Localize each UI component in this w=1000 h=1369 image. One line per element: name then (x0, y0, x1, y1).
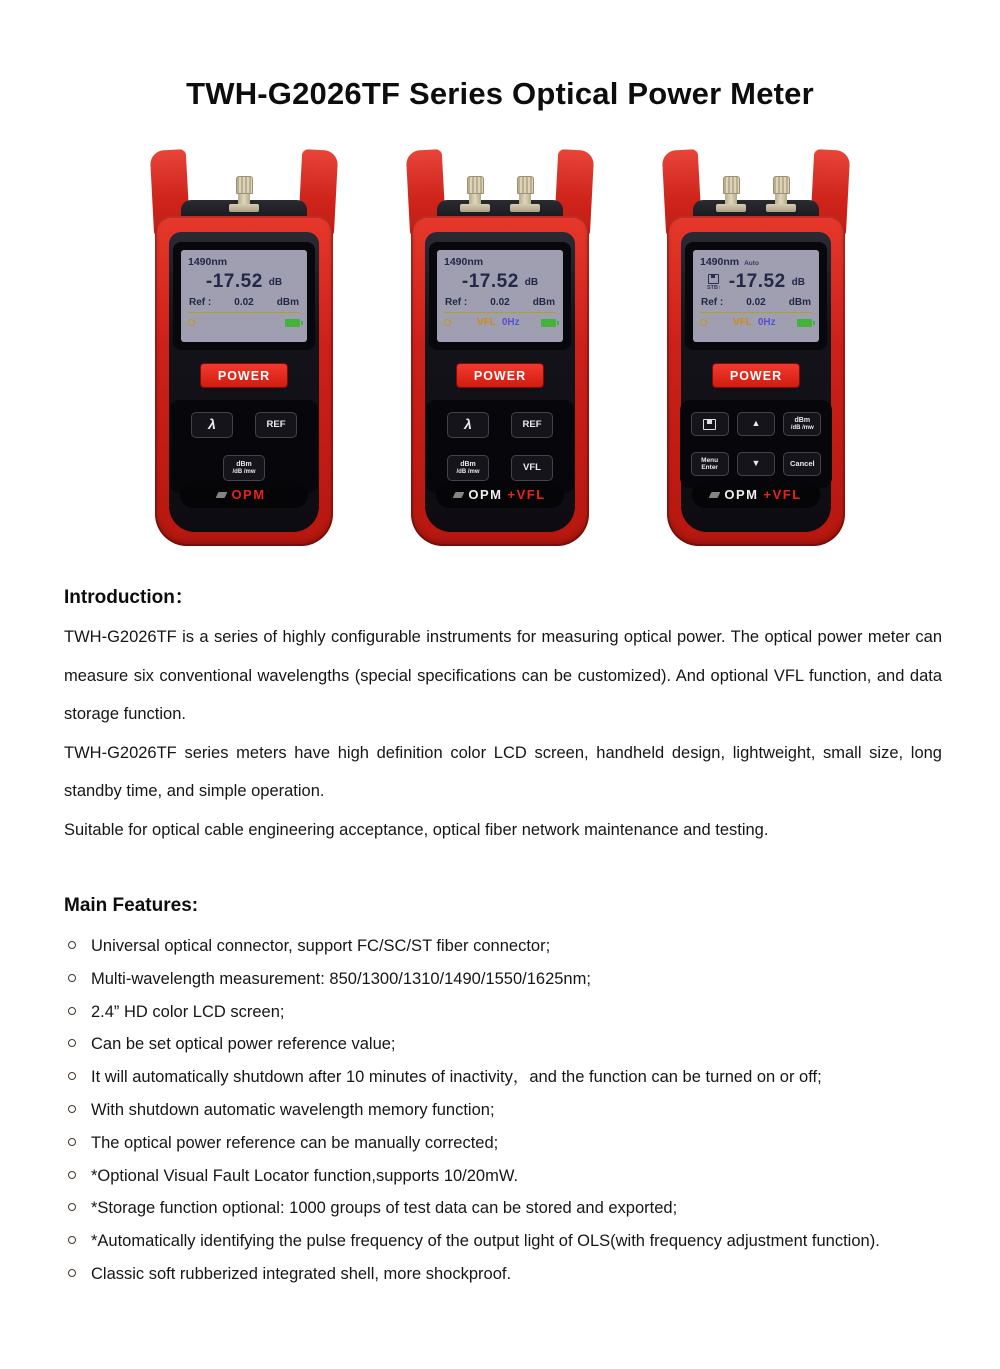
features-section (0, 895, 1000, 1291)
feature-text: *Automatically identifying the pulse frequency of the output light of OLS(with frequency adjustment function). (91, 1232, 880, 1251)
cancel-key[interactable]: Cancel (783, 452, 821, 476)
bullet-icon (68, 1236, 76, 1244)
feature-item (64, 1225, 966, 1258)
feature-text: Multi-wavelength measurement: 850/1300/1310/1490/1550/1625nm; (91, 969, 591, 988)
introduction-paragraph: TWH-G2026TF is a series of highly configurable instruments for measuring optical power. The optical power meter can measure six conventional wavelengths (special specifications can be customized). And optional VFL function, and data storage function. (64, 628, 942, 723)
power-value: -17.52 (728, 271, 786, 292)
power-unit: dB (268, 276, 283, 288)
screen-bezel (429, 242, 571, 350)
unit-key[interactable]: dBm /dB /mw (783, 412, 821, 436)
device-shell (667, 216, 845, 546)
feature-text: *Storage function optional: 1000 groups of test data can be stored and exported; (91, 1199, 678, 1218)
wavelength-key[interactable]: λ (447, 412, 489, 438)
feature-item (64, 996, 966, 1029)
brand-mark-icon (216, 492, 228, 498)
fc-connector-icon (460, 176, 490, 212)
power-unit: dB (524, 276, 539, 288)
battery-icon (285, 319, 300, 327)
vfl-status: VFL (476, 317, 496, 328)
feature-text: 2.4” HD color LCD screen; (91, 1002, 285, 1021)
ref-unit: dBm (276, 297, 299, 308)
device-shell (155, 216, 333, 546)
vfl-frequency: 0Hz (757, 317, 776, 328)
product-photos-row (0, 148, 1000, 552)
feature-text: Classic soft rubberized integrated shell, more shockproof. (91, 1264, 512, 1283)
ref-key[interactable]: REF (511, 412, 553, 438)
battery-icon (541, 319, 556, 327)
feature-text: It will automatically shutdown after 10 minutes of inactivity，and the function can be turned on or off; (91, 1068, 822, 1087)
power-value: -17.52 (461, 271, 519, 292)
power-button[interactable]: POWER (712, 363, 800, 388)
introduction-heading: Introduction： (64, 587, 194, 608)
auto-mode-label: Auto (744, 260, 759, 267)
device-front-panel (681, 232, 831, 532)
model-label-vfl: +VFL (507, 487, 546, 502)
connector-row (663, 176, 849, 212)
feature-item (64, 1028, 966, 1061)
bullet-icon (68, 1171, 76, 1179)
ref-key[interactable]: REF (255, 412, 297, 438)
keypad (680, 400, 832, 488)
feature-item (64, 930, 966, 963)
vfl-key[interactable]: VFL (511, 455, 553, 481)
vfl-status: VFL (732, 317, 752, 328)
feature-item (64, 963, 966, 996)
feature-text: Universal optical connector, support FC/SC/ST fiber connector; (91, 937, 551, 955)
up-key[interactable]: ▲ (737, 412, 775, 436)
save-key[interactable] (691, 412, 729, 436)
ref-unit: dBm (532, 297, 555, 308)
ref-value: 0.02 (746, 297, 766, 308)
save-icon (708, 274, 719, 284)
connector-row (407, 176, 593, 212)
lcd-screen (437, 250, 563, 342)
fc-connector-icon (229, 176, 259, 212)
menu-enter-key[interactable]: Menu Enter (691, 452, 729, 476)
screen-divider (444, 312, 556, 313)
model-label-opm: OPM (468, 487, 503, 502)
brand-mark-icon (453, 492, 465, 498)
bullet-icon (68, 1138, 76, 1146)
power-save-icon (188, 319, 195, 326)
introduction-paragraph: Suitable for optical cable engineering acceptance, optical fiber network maintenance and testing. (64, 820, 769, 839)
model-badge (692, 481, 820, 508)
power-unit: dB (791, 276, 805, 288)
ref-value: 0.02 (234, 297, 254, 308)
lcd-screen (181, 250, 307, 342)
model-badge (436, 481, 564, 508)
power-button[interactable]: POWER (200, 363, 288, 388)
wavelength-key[interactable]: λ (191, 412, 233, 438)
bullet-icon (68, 1269, 76, 1277)
feature-item (64, 1127, 966, 1160)
model-label-opm: OPM (724, 487, 759, 502)
unit-key[interactable]: dBm /dB /mw (447, 455, 489, 481)
ref-label: Ref : (701, 297, 724, 308)
device-front-panel (425, 232, 575, 532)
screen-divider (188, 312, 300, 313)
features-heading: Main Features: (64, 895, 199, 916)
ref-label: Ref : (445, 297, 468, 308)
model-badge (180, 481, 308, 508)
screen-bezel (173, 242, 315, 350)
bullet-icon (68, 1105, 76, 1113)
device-opm-vfl-storage (663, 148, 849, 548)
power-value: -17.52 (205, 271, 263, 292)
wavelength-readout: 1490nm (188, 256, 228, 268)
down-key[interactable]: ▼ (737, 452, 775, 476)
save-icon (703, 419, 716, 430)
device-opm-vfl (407, 148, 593, 548)
page-title: TWH-G2026TF Series Optical Power Meter (186, 76, 814, 111)
fc-connector-icon (766, 176, 796, 212)
screen-divider (700, 312, 812, 313)
fc-connector-icon (510, 176, 540, 212)
feature-text: Can be set optical power reference value; (91, 1035, 396, 1054)
ref-value: 0.02 (490, 297, 510, 308)
bullet-icon (68, 1039, 76, 1047)
unit-key[interactable]: dBm /dB /mw (223, 455, 265, 481)
ref-label: Ref : (189, 297, 212, 308)
power-save-icon (700, 319, 707, 326)
save-tag: STB↑ (707, 284, 721, 291)
screen-bezel (685, 242, 827, 350)
device-opm (151, 148, 337, 548)
feature-item (64, 1258, 966, 1291)
introduction-paragraphs (64, 618, 942, 849)
vfl-frequency: 0Hz (501, 317, 520, 328)
power-button[interactable]: POWER (456, 363, 544, 388)
feature-text: With shutdown automatic wavelength memory function; (91, 1100, 495, 1119)
wavelength-readout: 1490nm (700, 256, 740, 268)
wavelength-readout: 1490nm (444, 256, 484, 268)
connector-row (151, 176, 337, 212)
model-label-opm: OPM (231, 487, 266, 502)
introduction-section (0, 582, 1000, 849)
device-shell (411, 216, 589, 546)
ref-unit: dBm (788, 297, 811, 308)
feature-text: The optical power reference can be manually corrected; (91, 1133, 499, 1152)
power-save-icon (444, 319, 451, 326)
brand-mark-icon (709, 492, 721, 498)
fc-connector-icon (716, 176, 746, 212)
feature-item (64, 1061, 966, 1094)
model-label-vfl: +VFL (763, 487, 802, 502)
feature-item (64, 1160, 966, 1193)
lcd-screen (693, 250, 819, 342)
bullet-icon (68, 974, 76, 982)
device-front-panel (169, 232, 319, 532)
bullet-icon (68, 941, 76, 949)
keypad (170, 400, 318, 493)
bullet-icon (68, 1007, 76, 1015)
feature-item (64, 1094, 966, 1127)
bullet-icon (68, 1072, 76, 1080)
feature-item (64, 1192, 966, 1225)
bullet-icon (68, 1203, 76, 1211)
keypad (426, 400, 574, 493)
feature-text: *Optional Visual Fault Locator function,supports 10/20mW. (91, 1166, 519, 1185)
features-list (64, 930, 966, 1291)
battery-icon (797, 319, 812, 327)
introduction-paragraph: TWH-G2026TF series meters have high definition color LCD screen, handheld design, lightweight, small size, long standby time, and simple operation. (64, 743, 942, 800)
